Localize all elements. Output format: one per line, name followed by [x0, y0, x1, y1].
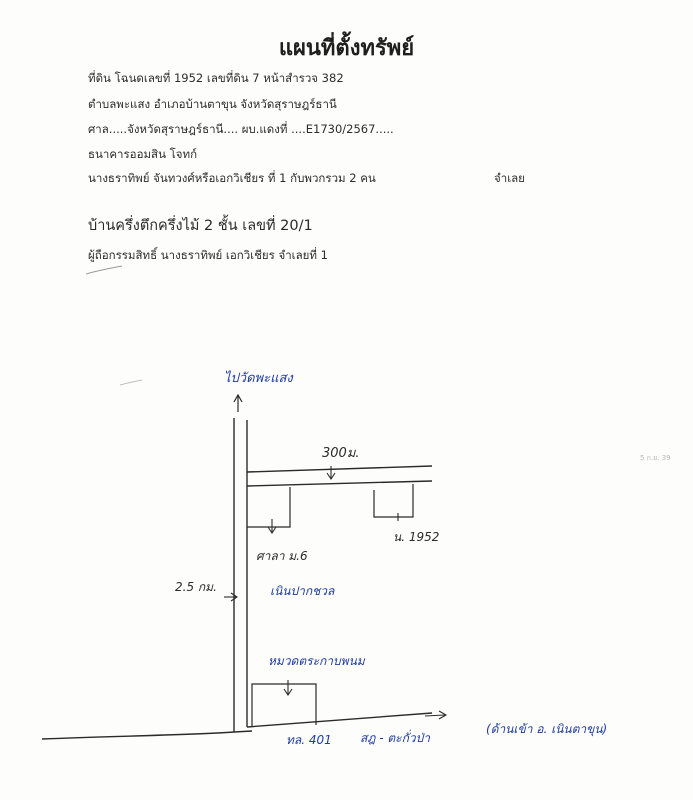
- defendant-label: จำเลย: [494, 171, 525, 185]
- defendant-name-line: นางธราทิพย์ จันทวงศ์หรือเอกวิเชียร ที่ 1 กับพวกรวม 2 คน: [88, 171, 376, 185]
- document-title: แผนที่ตั้งทรัพย์: [278, 36, 415, 61]
- property-heading: บ้านครึ่งตึกครึ่งไม้ 2 ชั้น เลขที่ 20/1: [88, 218, 313, 234]
- parcel-number-label: น. 1952: [393, 530, 440, 544]
- pavilion-box: [247, 487, 290, 527]
- highway-top-edge: [247, 713, 432, 727]
- pavilion-label: ศาลา ม.6: [256, 549, 308, 563]
- to-temple-label: ไปวัดพะแสง: [224, 371, 293, 386]
- side-road-top-edge: [247, 466, 432, 472]
- side-road-bottom-edge: [247, 481, 432, 486]
- route-note-label: (ด้านเข้า อ. เนินตาขุน): [486, 722, 608, 736]
- highway-number-label: ทล. 401: [286, 733, 332, 747]
- location-line: ตำบลพะแสง อำเภอบ้านตาขุน จังหวัดสุราษฎร์ธานี: [88, 97, 337, 111]
- court-case-line: ศาล.....จังหวัดสุราษฎร์ธานี.... ผบ.แดงที่ ....E1730/2567.....: [88, 122, 394, 136]
- highway-bottom-edge-right: [234, 731, 252, 732]
- route-label: สฎ - ตะกั่วป่า: [360, 731, 430, 745]
- area-label: เนินปากชวล: [270, 584, 335, 598]
- pen-mark: [120, 380, 142, 385]
- highway-arrow-shaft: [425, 715, 445, 716]
- owner-line: ผู้ถือกรรมสิทธิ์ นางธราทิพย์ เอกวิเชียร จำเลยที่ 1: [88, 248, 328, 262]
- distance-label: 2.5 กม.: [175, 580, 217, 594]
- parcel-box: [374, 484, 413, 517]
- village-box: [252, 684, 316, 727]
- pen-mark: [86, 266, 122, 274]
- corner-mark: 5 ก.ย. 39: [640, 454, 671, 462]
- plaintiff-line: ธนาคารออมสิน โจทก์: [88, 147, 198, 161]
- land-deed-line: ที่ดิน โฉนดเลขที่ 1952 เลขที่ดิน 7 หน้าสำรวจ 382: [88, 71, 344, 85]
- highway-bottom-edge: [42, 732, 234, 739]
- village-label: หมวดตระกาบพนม: [268, 654, 365, 668]
- road-distance-label: 300ม.: [322, 446, 360, 461]
